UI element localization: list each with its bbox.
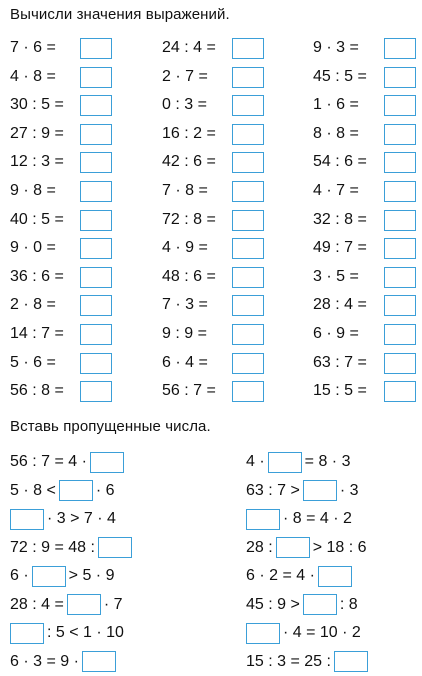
answer-box-c1-r8[interactable]	[232, 267, 264, 288]
missing-number-box[interactable]	[246, 623, 280, 644]
fill-row-right-5	[246, 593, 358, 617]
answer-box-c2-r11[interactable]	[384, 353, 416, 374]
expression-part-after: · 3 > 7 · 4	[47, 510, 116, 527]
expression-c2-r1: 45 : 5 =	[313, 67, 367, 85]
expression-c1-r3: 16 : 2 =	[162, 124, 216, 142]
expression-c2-r2: 1 · 6 =	[313, 96, 359, 114]
answer-box-c0-r1[interactable]	[80, 67, 112, 88]
answer-box-c1-r7[interactable]	[232, 238, 264, 259]
answer-box-c0-r3[interactable]	[80, 124, 112, 145]
answer-box-c1-r12[interactable]	[232, 381, 264, 402]
missing-number-box[interactable]	[10, 509, 44, 530]
expression-part-after: · 4 = 10 · 2	[283, 624, 361, 641]
missing-number-box[interactable]	[318, 566, 352, 587]
expression-c2-r7: 49 : 7 =	[313, 239, 367, 257]
expression-c0-r10: 14 : 7 =	[10, 325, 64, 342]
expression-part-after: · 3	[339, 481, 359, 499]
expression-part-before: 63 : 7 >	[246, 481, 300, 499]
missing-number-box[interactable]	[67, 594, 101, 615]
expression-part-before: 4 ·	[246, 453, 265, 470]
expression-c1-r10: 9 : 9 =	[162, 325, 207, 342]
missing-number-box[interactable]	[334, 651, 368, 672]
expression-c1-r7: 4 · 9 =	[162, 239, 208, 257]
answer-box-c0-r10[interactable]	[80, 324, 112, 345]
expression-c1-r11: 6 · 4 =	[162, 353, 208, 371]
answer-box-c0-r12[interactable]	[80, 381, 112, 402]
expression-c2-r3: 8 · 8 =	[313, 124, 359, 142]
fill-row-left-3	[10, 536, 135, 560]
answer-box-c0-r2[interactable]	[80, 95, 112, 116]
expression-c0-r6: 40 : 5 =	[10, 210, 64, 228]
expression-c0-r4: 12 : 3 =	[10, 153, 64, 171]
expression-c1-r0: 24 : 4 =	[162, 39, 216, 56]
answer-box-c2-r4[interactable]	[384, 152, 416, 173]
expression-c2-r0: 9 · 3 =	[313, 39, 359, 56]
answer-box-c2-r1[interactable]	[384, 67, 416, 88]
answer-box-c2-r9[interactable]	[384, 295, 416, 316]
expression-part-before: 5 · 8 <	[10, 481, 56, 499]
expression-c0-r0: 7 · 6 =	[10, 39, 56, 56]
expression-part-before: 15 : 3 = 25 :	[246, 652, 331, 670]
expression-c2-r4: 54 : 6 =	[313, 153, 367, 171]
expression-part-before: 6 ·	[10, 567, 29, 584]
missing-number-box[interactable]	[98, 537, 132, 558]
fill-row-right-4	[246, 564, 355, 588]
answer-box-c1-r0[interactable]	[232, 38, 264, 59]
answer-box-c1-r9[interactable]	[232, 295, 264, 316]
missing-number-box[interactable]	[246, 509, 280, 530]
fill-row-left-0	[10, 450, 127, 474]
expression-part-before: 28 :	[246, 538, 273, 556]
expression-c2-r12: 15 : 5 =	[313, 382, 367, 400]
expression-c0-r7: 9 · 0 =	[10, 239, 56, 257]
missing-number-box[interactable]	[59, 480, 93, 501]
answer-box-c1-r11[interactable]	[232, 353, 264, 374]
expression-c0-r12: 56 : 8 =	[10, 382, 64, 400]
expression-c2-r6: 32 : 8 =	[313, 210, 367, 228]
answer-box-c2-r12[interactable]	[384, 381, 416, 402]
expression-part-after: > 5 · 9	[68, 567, 115, 584]
answer-box-c2-r3[interactable]	[384, 124, 416, 145]
answer-box-c0-r0[interactable]	[80, 38, 112, 59]
fill-row-right-7	[246, 650, 371, 674]
answer-box-c1-r6[interactable]	[232, 210, 264, 231]
expression-part-before: 6 · 3 = 9 ·	[10, 652, 79, 670]
answer-box-c1-r1[interactable]	[232, 67, 264, 88]
missing-number-box[interactable]	[10, 623, 44, 644]
missing-number-box[interactable]	[303, 480, 337, 501]
answer-box-c0-r4[interactable]	[80, 152, 112, 173]
expression-c0-r2: 30 : 5 =	[10, 96, 64, 114]
expression-part-before: 72 : 9 = 48 :	[10, 538, 95, 556]
fill-row-right-0	[246, 450, 350, 474]
expression-part-after: = 8 · 3	[304, 453, 351, 470]
expression-c1-r4: 42 : 6 =	[162, 153, 216, 171]
fill-row-left-2	[10, 507, 116, 531]
missing-number-box[interactable]	[303, 594, 337, 615]
answer-box-c2-r8[interactable]	[384, 267, 416, 288]
expression-part-before: 45 : 9 >	[246, 595, 300, 613]
section2-title: Вставь пропущенные числа.	[10, 418, 211, 435]
answer-box-c0-r11[interactable]	[80, 353, 112, 374]
expression-c2-r8: 3 · 5 =	[313, 267, 359, 285]
expression-part-after: : 8	[339, 595, 358, 613]
expression-c2-r5: 4 · 7 =	[313, 182, 359, 199]
fill-row-left-4	[10, 564, 114, 588]
answer-box-c0-r9[interactable]	[80, 295, 112, 316]
fill-row-left-5	[10, 593, 123, 617]
answer-box-c1-r4[interactable]	[232, 152, 264, 173]
answer-box-c1-r5[interactable]	[232, 181, 264, 202]
fill-row-right-2	[246, 507, 352, 531]
fill-row-right-3	[246, 536, 367, 560]
missing-number-box[interactable]	[276, 537, 310, 558]
answer-box-c2-r6[interactable]	[384, 210, 416, 231]
expression-c0-r8: 36 : 6 =	[10, 267, 64, 285]
missing-number-box[interactable]	[82, 651, 116, 672]
expression-part-before: 6 · 2 = 4 ·	[246, 567, 315, 584]
expression-c0-r11: 5 · 6 =	[10, 353, 56, 371]
answer-box-c2-r0[interactable]	[384, 38, 416, 59]
missing-number-box[interactable]	[90, 452, 124, 473]
fill-row-left-6	[10, 621, 124, 645]
answer-box-c1-r10[interactable]	[232, 324, 264, 345]
expression-c1-r8: 48 : 6 =	[162, 267, 216, 285]
expression-c0-r3: 27 : 9 =	[10, 124, 64, 142]
missing-number-box[interactable]	[32, 566, 66, 587]
fill-row-right-6	[246, 621, 361, 645]
expression-part-after: · 8 = 4 · 2	[283, 510, 352, 527]
expression-part-before: 56 : 7 = 4 ·	[10, 453, 87, 470]
expression-c0-r9: 2 · 8 =	[10, 296, 56, 314]
fill-row-right-1	[246, 479, 359, 503]
fill-row-left-1	[10, 479, 114, 503]
answer-box-c2-r2[interactable]	[384, 95, 416, 116]
expression-part-after: > 18 : 6	[312, 538, 367, 556]
expression-c0-r1: 4 · 8 =	[10, 67, 56, 85]
answer-box-c2-r10[interactable]	[384, 324, 416, 345]
expression-c1-r5: 7 · 8 =	[162, 182, 208, 199]
expression-c0-r5: 9 · 8 =	[10, 182, 56, 199]
answer-box-c1-r2[interactable]	[232, 95, 264, 116]
expression-c2-r9: 28 : 4 =	[313, 296, 367, 314]
answer-box-c0-r6[interactable]	[80, 210, 112, 231]
answer-box-c0-r7[interactable]	[80, 238, 112, 259]
section1-title: Вычисли значения выражений.	[10, 6, 230, 23]
answer-box-c2-r7[interactable]	[384, 238, 416, 259]
missing-number-box[interactable]	[268, 452, 302, 473]
answer-box-c0-r5[interactable]	[80, 181, 112, 202]
answer-box-c2-r5[interactable]	[384, 181, 416, 202]
answer-box-c0-r8[interactable]	[80, 267, 112, 288]
expression-c1-r1: 2 · 7 =	[162, 67, 208, 85]
expression-part-after: · 7	[103, 595, 123, 613]
answer-box-c1-r3[interactable]	[232, 124, 264, 145]
expression-part-before: 28 : 4 =	[10, 595, 64, 613]
expression-c1-r9: 7 · 3 =	[162, 296, 208, 314]
expression-part-after: : 5 < 1 · 10	[47, 624, 124, 641]
expression-c1-r12: 56 : 7 =	[162, 382, 216, 400]
expression-part-after: · 6	[95, 481, 115, 499]
fill-row-left-7	[10, 650, 119, 674]
expression-c1-r2: 0 : 3 =	[162, 96, 207, 114]
expression-c2-r11: 63 : 7 =	[313, 353, 367, 371]
expression-c1-r6: 72 : 8 =	[162, 210, 216, 228]
expression-c2-r10: 6 · 9 =	[313, 325, 359, 342]
